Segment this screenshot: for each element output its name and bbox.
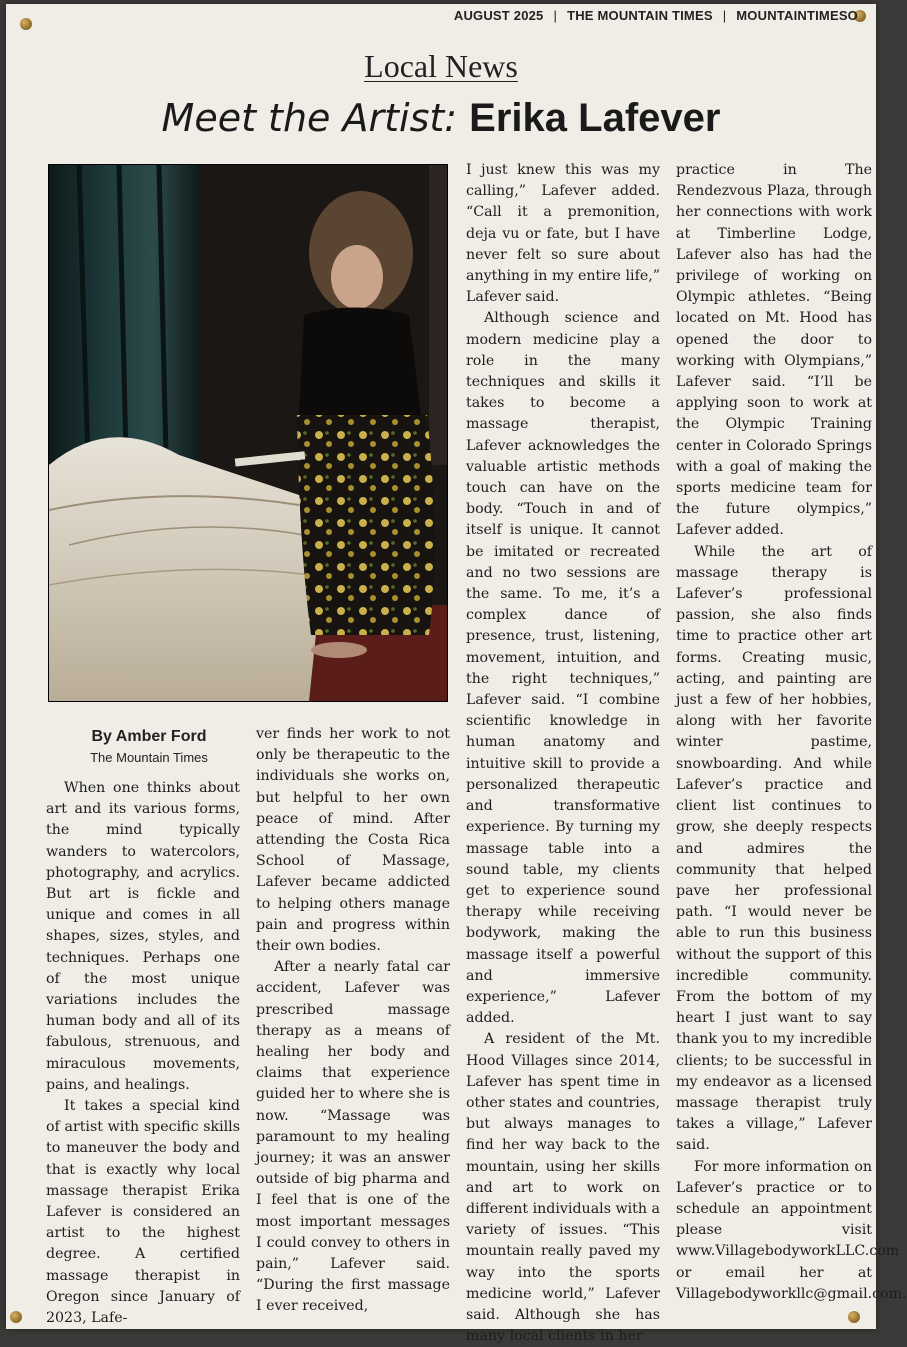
artist-portrait-photo	[49, 165, 447, 701]
paragraph: practice in The Rendezvous Plaza, through her connections with work at Timberline Lodge, Lafever also has had the privilege of working on Olympic athletes. “Being located on Mt. Hood has opened the door to working with Olympians,” Lafever said. “I’ll be applying soon to work at the Olympic Training center in Colorado Springs with a goal of making the sports medicine team for the future olympics,” Lafever added.	[676, 162, 872, 539]
author-publication: The Mountain Times	[90, 750, 208, 765]
newspaper-page	[6, 4, 907, 1345]
section-title: Local News	[364, 48, 518, 84]
paragraph: For more information on Lafever’s practice or to schedule an appointment please visit www.VillagebodyworkLLC.com or email her at Villagebodyworkllc@gmail.com.	[676, 1158, 907, 1302]
paper-name: THE MOUNTAIN TIMES	[567, 8, 713, 23]
article-column-2	[256, 724, 450, 1318]
paragraph: It takes a special kind of artist with specific skills to maneuver the body and that is exactly why local massage therapist Erika Lafever is considered an artist to the highest degree. A certified massage therapist in Oregon since January of 2023, Lafe-	[46, 1098, 240, 1327]
article-headline	[6, 96, 876, 141]
author-name: By Amber Ford	[91, 728, 207, 745]
article-column-4	[676, 160, 907, 1305]
paragraph: Although science and modern medicine play a role in the many techniques and skills it takes to become a massage therapist, Lafever acknowledges the valuable artistic methods touch can have on the body. “Touch in and of itself is unique. It cannot be imitated or recreated and no two sessions are the same. To me, it’s a complex dance of presence, trust, listening, movement, intuition, and the right techniques,” Lafever said. “I combine scientific knowledge in human anatomy and intuitive skill to provide a personalized therapeutic and transformative experience. By turning my massage table into a sound table, my clients get to experience sound therapy while receiving bodywork, making the massage itself a powerful and immersive experience,” Lafever added.	[466, 310, 660, 1027]
artist-photo	[48, 164, 448, 702]
paragraph: A resident of the Mt. Hood Villages since 2014, Lafever has spent time in other states and countries, but always manages to find her way back to the mountain, using her skills and art to work on different individuals with a variety of issues. “This mountain really paved my way into the sports medicine world,” Lafever said. Although she has many local clients in her	[466, 1031, 660, 1345]
issue-date: AUGUST 2025	[453, 8, 544, 23]
paper-website: MOUNTAINTIMESO	[736, 8, 858, 23]
masthead: AUGUST 2025 | THE MOUNTAIN TIMES | MOUNTAINTIMESO	[453, 8, 858, 23]
pushpin-icon	[20, 18, 32, 30]
paragraph: ver finds her work to not only be therapeutic to the individuals she works on, but helpful to her own peace of mind. After attending the Costa Rica School of Massage, Lafever became addicted to helping others manage pain and progress within their own bodies.	[256, 726, 450, 955]
paragraph: When one thinks about art and its various forms, the mind typically wanders to watercolors, photography, and acrylics. But art is fickle and unique and comes in all shapes, sizes, styles, and techniques. Perhaps one of the most unique variations includes the human body and all of its fabulous, strenuous, and miraculous movements, pains, and healings.	[46, 780, 240, 1093]
paragraph: While the art of massage therapy is Lafever’s professional passion, she also finds time to practice other art forms. Creating music, acting, and painting are just a few of her hobbies, along with her favorite winter pastime, snowboarding. And while Lafever’s practice and client list continues to grow, she deeply respects and admires the community that helped pave her professional path. “I would never be able to run this business without the support of this incredible community. From the bottom of my heart I just want to say thank you to my incredible clients; to be successful in my endeavor as a licensed massage therapist truly takes a village,” Lafever said.	[676, 543, 872, 1154]
headline-name: Erika Lafever	[469, 96, 721, 140]
pushpin-icon	[10, 1311, 22, 1323]
byline	[56, 728, 242, 765]
article-column-3	[466, 160, 660, 1347]
article-column-1	[46, 778, 240, 1329]
paragraph: I just knew this was my calling,” Lafever added. “Call it a premonition, deja vu or fate, but I have never felt so sure about anything in my entire life,” Lafever said.	[466, 162, 660, 306]
pushpin-icon	[848, 1311, 860, 1323]
headline-lead: Meet the Artist:	[161, 96, 458, 140]
paragraph: After a nearly fatal car accident, Lafever was prescribed massage therapy as a means of healing her body and claims that experience guided her to where she is now. “Massage was paramount to my healing journey; it was an answer outside of big pharma and I feel that is one of the most important messages I could convey to others in pain,” Lafever said. “During the first massage I ever received,	[256, 959, 450, 1315]
